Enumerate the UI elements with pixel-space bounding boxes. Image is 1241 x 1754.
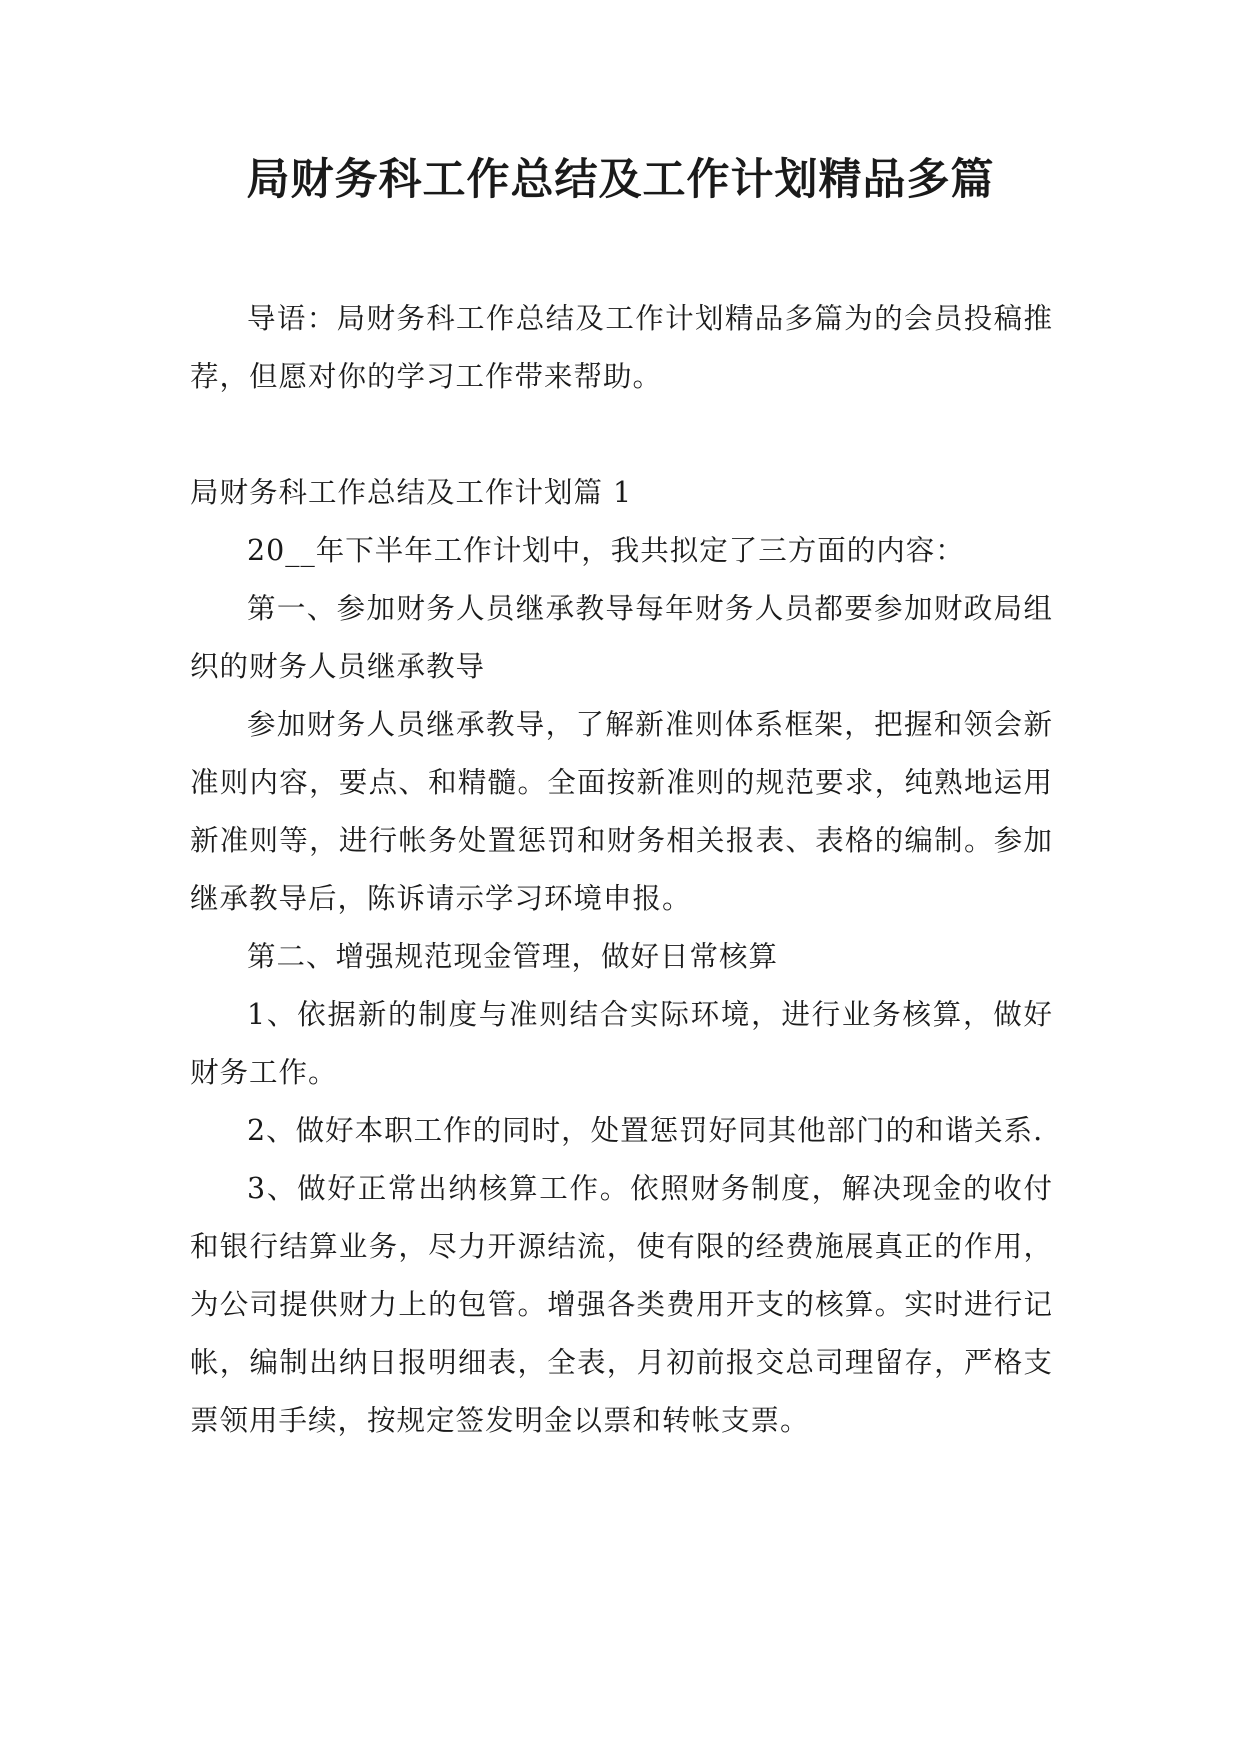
document-title: 局财务科工作总结及工作计划精品多篇 bbox=[246, 155, 995, 205]
body-paragraph: 3、做好正常出纳核算工作。依照财务制度，解决现金的收付和银行结算业务，尽力开源结流，使有限的经费施展真正的作用，为公司提供财力上的包管。增强各类费用开支的核算。实时进行记帐，编制出纳日报明细表，全表，月初前报交总司理留存，严格支票领用手续，按规定签发明金以票和转帐支票。 bbox=[190, 1172, 1053, 1437]
document-body bbox=[190, 290, 1053, 1450]
section-heading: 局财务科工作总结及工作计划篇 1 bbox=[190, 476, 633, 509]
body-paragraph: 2、做好本职工作的同时，处置惩罚好同其他部门的和谐关系. bbox=[247, 1114, 1044, 1147]
body-paragraph: 第二、增强规范现金管理，做好日常核算 bbox=[247, 940, 779, 973]
lead-paragraph: 导语：局财务科工作总结及工作计划精品多篇为的会员投稿推荐，但愿对你的学习工作带来帮助。 bbox=[190, 302, 1053, 393]
body-paragraph: 1、依据新的制度与准则结合实际环境，进行业务核算，做好财务工作。 bbox=[190, 998, 1053, 1089]
body-paragraph: 参加财务人员继承教导，了解新准则体系框架，把握和领会新准则内容，要点、和精髓。全面按新准则的规范要求，纯熟地运用新准则等，进行帐务处置惩罚和财务相关报表、表格的编制。参加继承教导后，陈诉请示学习环境申报。 bbox=[190, 708, 1053, 915]
body-paragraph: 20__年下半年工作计划中，我共拟定了三方面的内容： bbox=[247, 534, 965, 567]
body-paragraph: 第一、参加财务人员继承教导每年财务人员都要参加财政局组织的财务人员继承教导 bbox=[190, 592, 1053, 683]
